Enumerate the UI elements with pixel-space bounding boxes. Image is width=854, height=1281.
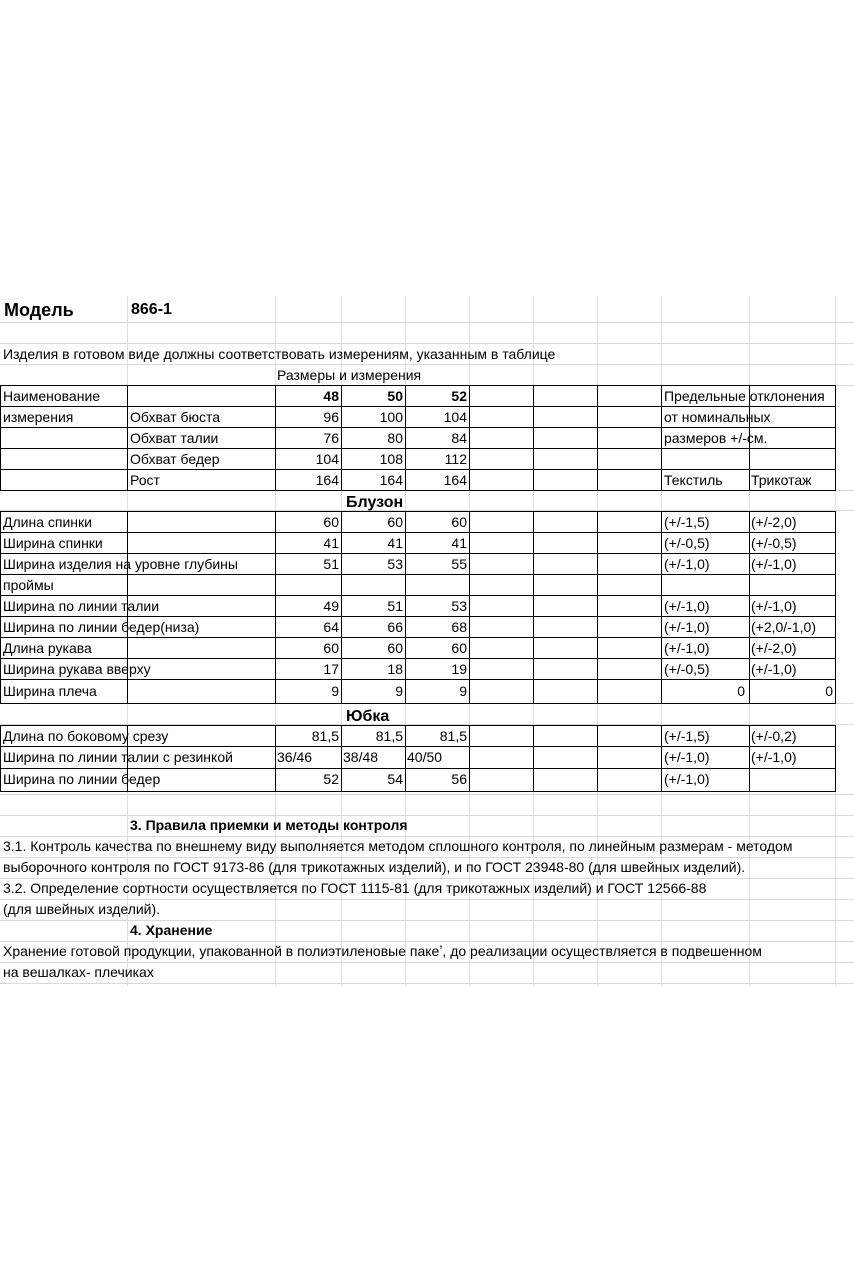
tolerance-header-2: от номинальных [664,409,771,425]
blouse-row-value: 41 [451,535,467,551]
sizes-header: Размеры и измерения [277,367,422,383]
blouse-tolerance-textile: (+/-1,0) [664,619,710,635]
blouse-row-value: 51 [323,556,339,572]
blouse-row-label: Ширина спинки [3,535,103,551]
tolerance-header-1: Предельные отклонения [664,388,825,404]
rules-line-2: выборочного контроля по ГОСТ 9173-86 (для трикотажных изделий), и по ГОСТ 23948-80 (для швейных изделий). [3,859,746,875]
skirt-tolerance-textile: (+/-1,5) [664,728,710,744]
blouse-row-value: 60 [451,514,467,530]
blouse-tolerance-knit: (+/-2,0) [751,640,797,656]
skirt-row-value: 38/48 [343,749,379,765]
blouse-tolerance-knit: (+2,0/-1,0) [751,619,816,635]
skirt-row-value: 52 [323,771,339,787]
blouse-row-label: проймы [3,577,54,593]
measure-value: 76 [323,430,339,446]
section-skirt: Юбка [346,708,390,725]
blouse-tolerance-textile: (+/-0,5) [664,535,710,551]
skirt-row-value: 81,5 [375,728,403,744]
measure-value: 80 [387,430,403,446]
model-value: 866-1 [131,301,172,318]
blouse-tolerance-knit: (+/-1,0) [751,598,797,614]
measure-label: Обхват бедер [130,451,220,467]
blouse-row-label: Длина рукава [3,640,92,656]
name-label-2: измерения [3,409,74,425]
blouse-row-value: 53 [387,556,403,572]
measure-value: 96 [323,409,339,425]
blouse-row-value: 17 [323,661,339,677]
blouse-row-label: Длина спинки [3,514,92,530]
skirt-row-label: Ширина по линии бедер [3,771,161,787]
intro-text: Изделия в готовом виде должны соответствовать измерениям, указанным в таблице [3,346,556,362]
blouse-tolerance-knit: (+/-1,0) [751,556,797,572]
storage-title: 4. Хранение [130,922,213,938]
measure-value: 100 [379,409,403,425]
skirt-row-value: 56 [451,771,467,787]
skirt-tolerance-textile: (+/-1,0) [664,749,710,765]
blouse-tolerance-textile: (+/-0,5) [664,661,710,677]
blouse-row-value: 60 [323,514,339,530]
rules-line-3: 3.2. Определение сортности осуществляется по ГОСТ 1115-81 (для трикотажных изделий) и ГОСТ 12566-88 [3,880,707,896]
blouse-row-value: 68 [451,619,467,635]
blouse-row-value: 41 [323,535,339,551]
measure-value: 112 [444,451,467,467]
measure-label: Обхват бюста [130,409,221,425]
rules-line-4: (для швейных изделий). [3,901,161,917]
blouse-row-value: 18 [387,661,403,677]
blouse-row-value: 9 [459,683,467,699]
tolerance-col-knit: Трикотаж [751,472,812,488]
blouse-row-value: 51 [387,598,403,614]
measure-label: Обхват талии [130,430,219,446]
blouse-tolerance-textile: (+/-1,5) [664,514,710,530]
skirt-row-value: 36/46 [277,749,313,765]
measure-value: 164 [379,472,403,488]
measure-value: 104 [443,409,467,425]
measure-value: 164 [315,472,339,488]
blouse-row-value: 53 [451,598,467,614]
rules-line-1: 3.1. Контроль качества по внешнему виду выполняется методом сплошного контроля, по линейным размерам - методом [3,838,793,854]
blouse-row-value: 60 [323,640,339,656]
blouse-tolerance-textile: (+/-1,0) [664,556,710,572]
size-48: 48 [323,388,339,404]
section-blouse: Блузон [346,494,404,511]
measure-value: 164 [443,472,467,488]
skirt-row-value: 81,5 [311,728,339,744]
blouse-row-label: Ширина по линии талии [3,598,160,614]
skirt-row-value: 40/50 [407,749,443,765]
blouse-tolerance-textile: (+/-1,0) [664,598,710,614]
blouse-row-value: 66 [387,619,403,635]
skirt-tolerance-knit: (+/-0,2) [751,728,797,744]
tolerance-header-3: размеров +/-см. [664,430,768,446]
size-52: 52 [451,388,467,404]
blouse-tolerance-knit: 0 [825,683,833,699]
blouse-row-value: 60 [451,640,467,656]
blouse-tolerance-knit: (+/-1,0) [751,661,797,677]
blouse-tolerance-textile: 0 [737,683,745,699]
skirt-row-label: Ширина по линии талии с резинкой [3,749,233,765]
skirt-row-label: Длина по боковому срезу [3,728,169,744]
blouse-tolerance-knit: (+/-2,0) [751,514,797,530]
spreadsheet [0,296,854,986]
skirt-tolerance-knit: (+/-1,0) [751,749,797,765]
blouse-tolerance-textile: (+/-1,0) [664,640,710,656]
blouse-row-label: Ширина по линии бедер(низа) [3,619,200,635]
measure-label: Рост [130,472,160,488]
skirt-row-value: 54 [387,771,403,787]
measure-value: 84 [451,430,467,446]
blouse-tolerance-knit: (+/-0,5) [751,535,797,551]
blouse-row-value: 19 [451,661,467,677]
blouse-row-label: Ширина плеча [3,683,97,699]
model-label: Модель [4,300,74,320]
blouse-row-value: 60 [387,640,403,656]
blouse-row-label: Ширина рукава вверху [3,661,151,677]
skirt-row-value: 81,5 [439,728,467,744]
rules-title: 3. Правила приемки и методы контроля [130,817,408,833]
blouse-row-value: 9 [395,683,403,699]
storage-line-2: на вешалках- плечиках [3,964,154,980]
measure-value: 104 [315,451,339,467]
blouse-row-value: 64 [323,619,339,635]
blouse-row-value: 9 [331,683,339,699]
name-label-1: Наименование [3,388,101,404]
measure-value: 108 [379,451,403,467]
blouse-row-value: 55 [451,556,467,572]
blouse-row-value: 41 [387,535,403,551]
skirt-tolerance-textile: (+/-1,0) [664,771,710,787]
tolerance-col-textile: Текстиль [664,472,723,488]
size-50: 50 [387,388,403,404]
storage-line-1: Хранение готовой продукции, упакованной в полиэтиленовые пакеʼ, до реализации осуществляется в подвешенном [3,943,762,959]
blouse-row-value: 49 [323,598,339,614]
blouse-row-value: 60 [387,514,403,530]
blouse-row-label: Ширина изделия на уровне глубины [3,556,238,572]
